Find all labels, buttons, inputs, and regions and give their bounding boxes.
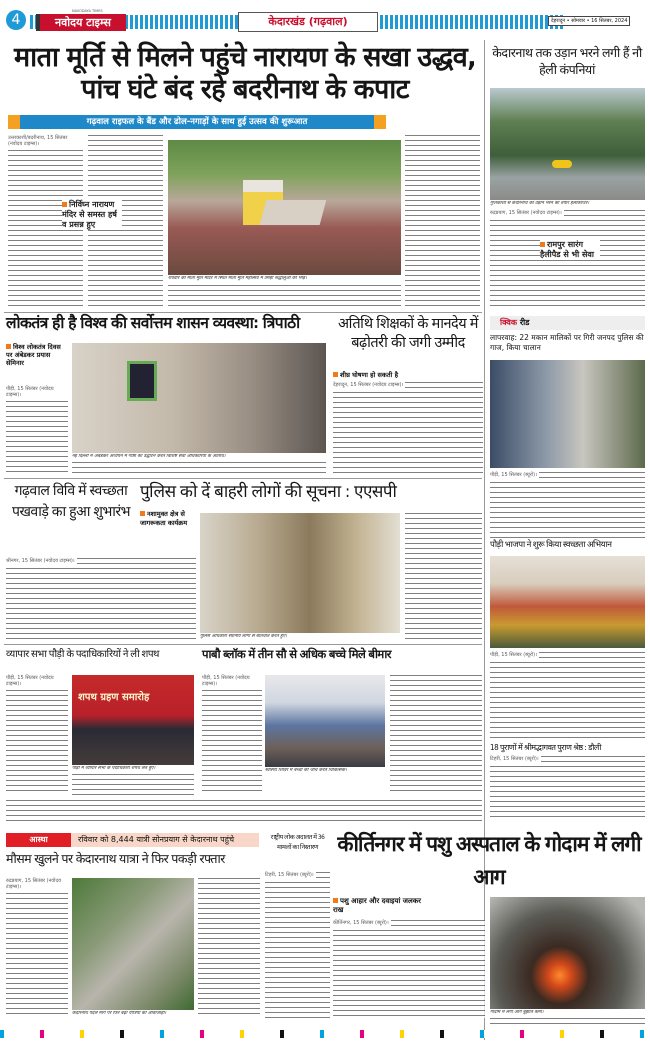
- police-subhead: नशामुक्त क्षेत्र से जागरूकता कार्यक्रम: [140, 510, 198, 528]
- lok-adalat-text: टिहरी, 15 सितंबर (ब्यूरो)।: [265, 872, 330, 1018]
- heli-photo: [490, 88, 645, 200]
- kedar-yatra-caption: केदारनाथ पैदल मार्ग पर फिर बढ़ी यात्रियों की आवाजाही।: [72, 1011, 167, 1016]
- bjp-photo: [490, 556, 645, 648]
- loktantra-col1: पौड़ी, 15 सितंबर (नवोदय टाइम्स)।: [6, 386, 68, 476]
- lead-banner: गढ़वाल राइफल के बैंड और ढोल-नगाड़ों के साथ हुई उत्सव की शुरूआत: [8, 115, 386, 129]
- logo-tag: NAVODAYA TIMES: [72, 9, 103, 13]
- lead-headline: माता मूर्ति से मिलने पहुंचे नारायण के सखा उद्धव, पांच घंटे बंद रहे बदरीनाथ के कपाट: [13, 42, 477, 105]
- fire-text: [490, 1018, 645, 1028]
- bjp-headline: पौड़ी भाजपा ने शुरू किया स्वच्छता अभियान: [490, 540, 612, 550]
- heli-text: रुद्रप्रयाग, 15 सितंबर (नवोदय टाइम्स)।: [490, 210, 645, 310]
- pabau-photo: [265, 675, 385, 767]
- vyapar-col: पौड़ी, 15 सितंबर (नवोदय टाइम्स)।: [6, 675, 68, 795]
- atithi-headline: अतिथि शिक्षकों के मानदेय में बढ़ोतरी की जगी उम्मीद: [338, 316, 478, 351]
- loktantra-photo: [72, 343, 326, 453]
- heli-caption: गुप्तकाशी से केदारनाथ को उड़ान भरने को तैयार हेलीकॉप्टर।: [490, 201, 590, 206]
- quick-read-photo: [490, 360, 645, 468]
- vyapar-banner-text: शपथ ग्रहण समारोह: [78, 692, 150, 703]
- pabau-headline: पाबौ ब्लॉक में तीन सौ से अधिक बच्चे मिले बीमार: [202, 647, 391, 661]
- astha-label: आस्था: [6, 833, 71, 847]
- garhwal-univ-headline: गढ़वाल विवि में स्वच्छता पखवाड़े का हुआ शुभारंभ: [6, 481, 136, 523]
- kedar-yatra-photo: [72, 878, 194, 1010]
- vyapar-caption: पौड़ी में व्यापार सभा के पदाधिकारी शपथ लेते हुए।: [72, 766, 156, 771]
- astha-banner: [6, 833, 259, 847]
- kedar-yatra-col2: [198, 878, 260, 1018]
- loktantra-text: [72, 462, 326, 476]
- pabau-bottom: [6, 800, 482, 825]
- loktantra-caption: नई दिल्ली में अंबेडकर अध्ययन में गोष्ठी का उद्घाटन करते विशिष्ट सेवा अधिकारियों के अतिथि।: [72, 454, 226, 459]
- pabau-caption: स्वास्थ्य शिविर में बच्चों की जांच करते चिकित्सक।: [265, 768, 347, 773]
- police-col2: [405, 513, 482, 641]
- page-number: 4: [6, 10, 26, 30]
- lead-subhead: निर्विघ्न नारायण मंदिर से समस्त हर्ष व प्रसन्न हुए: [62, 200, 122, 230]
- lead-caption: रविवार को माता मूर्ति मंदिर में स्थित माता मूर्ति महोत्सव में उमड़ी श्रद्धालुओं की भीड़।: [168, 276, 307, 281]
- vyapar-photo: [72, 675, 194, 765]
- kedar-yatra-col: रुद्रप्रयाग, 15 सितंबर (नवोदय टाइम्स)।: [6, 878, 68, 1018]
- puran-text: टिहरी, 15 सितंबर (ब्यूरो)।: [490, 756, 645, 818]
- quick-read-label-b: रीड: [519, 318, 530, 327]
- atithi-text: देहरादून, 15 सितंबर (नवोदय टाइम्स)।: [333, 382, 483, 476]
- puran-headline: 18 पुराणों में श्रीमद्भागवत पुराण श्रेष्ठ : डौली: [490, 743, 601, 752]
- quick-read-label: [490, 316, 645, 330]
- loktantra-subhead: विश्व लोकतंत्र दिवस पर अंबेडकर प्रयास सेमिनार: [6, 343, 68, 367]
- dateline: देहरादून • सोमवार • 16 सितंबर, 2024: [548, 16, 630, 26]
- fire-photo: [490, 897, 645, 1009]
- lead-col1: उत्तरकाशी/बदरीनाथ, 15 सितंबर (नवोदय टाइम्स)।: [8, 135, 83, 310]
- quick-read-label-a: क्विक: [500, 318, 518, 327]
- quick-read-headline: लापरवाह: 22 मकान मालिकों पर गिरी जनपद पुलिस की गाज, किया चालान: [490, 333, 644, 352]
- temple-canopy: [260, 200, 327, 225]
- police-caption: पुलिस अधिकारी स्थानीय लोगों से बातचीत करते हुए।: [200, 634, 287, 639]
- divider: [4, 644, 482, 645]
- fire-col: कीर्तिनगर, 15 सितंबर (ब्यूरो)।: [333, 920, 485, 1018]
- fire-subhead: पशु आहार और दवाइयां जलकर राख: [333, 897, 423, 915]
- logo: नवोदय टाइम्स: [36, 14, 126, 31]
- heli-headline: केदारनाथ तक उड़ान भरने लगी हैं नौ हेली कंपनियां: [492, 45, 642, 77]
- vyapar-text: [72, 774, 194, 796]
- portrait-frame: [127, 361, 157, 401]
- kedar-yatra-headline: मौसम खुलने पर केदारनाथ यात्रा ने फिर पकड़ी रफ्तार: [6, 851, 225, 866]
- lead-photo: [168, 140, 401, 275]
- police-headline: पुलिस को दें बाहरी लोगों की सूचना : एएसपी: [140, 482, 397, 502]
- garhwal-univ-text: श्रीनगर, 15 सितंबर (नवोदय टाइम्स)।: [6, 558, 196, 643]
- heli-subhead: रामपुर सारंग हैलीपैड से भी सेवा: [540, 240, 600, 260]
- fire-headline: कीर्तिनगर में पशु अस्पताल के गोदाम में लगी आग: [337, 832, 641, 889]
- pabau-col2: [390, 675, 482, 795]
- helicopter-shape: [552, 160, 572, 168]
- vyapar-headline: व्यापार सभा पौड़ी के पदाधिकारियों ने ली शपथ: [6, 649, 159, 660]
- fire-caption: गोदाम में लगी आग बुझाते कर्मी।: [490, 1010, 544, 1015]
- divider: [4, 312, 482, 313]
- registration-marks: [0, 1030, 650, 1038]
- quick-read-text: पौड़ी, 15 सितंबर (ब्यूरो)।: [490, 472, 645, 538]
- lok-adalat-headline: राष्ट्रीय लोक अदालत में 36 मामलों का निस्तारण: [270, 833, 325, 851]
- police-photo: [200, 513, 400, 633]
- lead-col4: [405, 135, 480, 310]
- pabau-col: पौड़ी, 15 सितंबर (नवोदय टाइम्स)।: [202, 675, 262, 795]
- section-label: केदारखंड (गढ़वाल): [238, 12, 378, 32]
- atithi-subhead: शीघ्र घोषणा हो सकती है: [333, 370, 483, 380]
- divider: [4, 478, 482, 479]
- loktantra-headline: लोकतंत्र ही है विश्व की सर्वोत्तम शासन व्यवस्था: त्रिपाठी: [6, 314, 300, 332]
- bjp-text: पौड़ी, 15 सितंबर (ब्यूरो)।: [490, 652, 645, 740]
- astha-headline: रविवार को 8,444 यात्री सोनप्रयाग से केदारनाथ पहुंचे: [78, 835, 235, 844]
- lead-col3: [168, 285, 401, 310]
